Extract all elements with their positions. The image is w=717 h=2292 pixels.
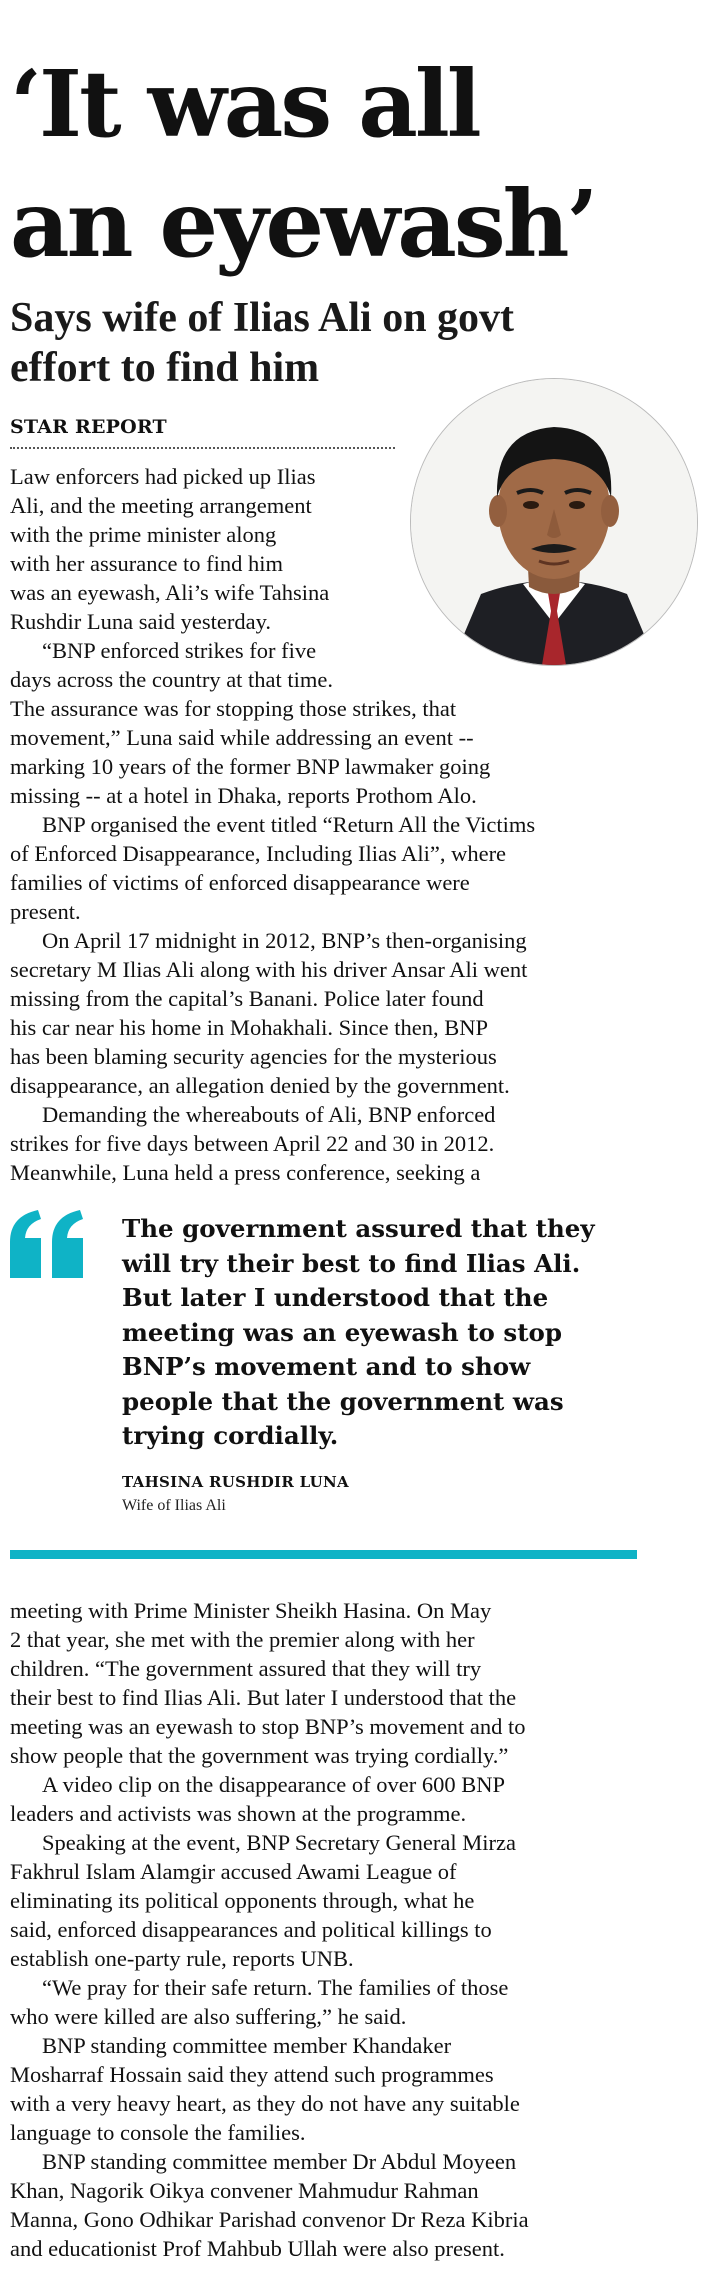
text-line: strikes for five days between April 22 and 30 in 2012.: [10, 1131, 495, 1156]
text-line: BNP standing committee member Dr Abdul Moyeen: [42, 2149, 517, 2174]
quote-line: But later I understood that the: [122, 1283, 549, 1312]
text-line: their best to find Ilias Ali. But later I understood that the: [10, 1685, 517, 1710]
paragraph-10: [10, 2031, 650, 2147]
text-line: Khan, Nagorik Oikya convener Mahmudur Rahman: [10, 2178, 479, 2203]
paragraph-11: [10, 2147, 650, 2263]
text-line: movement,” Luna said while addressing an event --: [10, 725, 474, 750]
paragraph-2: [10, 636, 650, 810]
text-line: with her assurance to find him: [10, 551, 284, 576]
text-line: Speaking at the event, BNP Secretary General Mirza: [42, 1830, 516, 1855]
section-divider: [10, 1550, 637, 1559]
text-line: meeting was an eyewash to stop BNP’s movement and to: [10, 1714, 526, 1739]
text-line: said, enforced disappearances and political killings to: [10, 1917, 492, 1942]
text-line: “BNP enforced strikes for five: [42, 638, 317, 663]
quote-line: will try their best to find Ilias Ali.: [122, 1248, 581, 1278]
subhead-line-1: Says wife of Ilias Ali on govt: [10, 295, 515, 341]
paragraph-1: [10, 462, 650, 636]
paragraph-9: [10, 1973, 650, 2031]
text-line: of Enforced Disappearance, Including Ilias Ali”, where: [10, 841, 507, 866]
text-line: Meanwhile, Luna held a press conference, seeking a: [10, 1160, 481, 1185]
text-line: who were killed are also suffering,” he said.: [10, 2004, 407, 2029]
pullquote-text: [122, 1212, 652, 1454]
paragraph-4: [10, 926, 650, 1100]
quote-line: BNP’s movement and to show: [122, 1352, 531, 1381]
quote-line: The government assured that they: [122, 1214, 595, 1243]
text-line: with a very heavy heart, as they do not have any suitable: [10, 2091, 520, 2116]
paragraph-3: [10, 810, 650, 926]
quote-line: people that the government was: [122, 1386, 564, 1416]
quote-line: trying cordially.: [122, 1421, 339, 1450]
text-line: leaders and activists was shown at the programme.: [10, 1801, 467, 1826]
text-line: his car near his home in Mohakhali. Since then, BNP: [10, 1015, 489, 1040]
text-line: Fakhrul Islam Alamgir accused Awami League of: [10, 1859, 457, 1884]
quote-line: meeting was an eyewash to stop: [122, 1317, 562, 1347]
text-line: BNP organised the event titled “Return All the Victims: [42, 812, 536, 837]
paragraph-5: [10, 1100, 650, 1187]
text-line: meeting with Prime Minister Sheikh Hasina. On May: [10, 1598, 492, 1623]
subheadline: [10, 293, 514, 393]
headline-line-2: an eyewash’: [10, 170, 596, 278]
headline: [10, 44, 596, 284]
text-line: families of victims of enforced disappearance were: [10, 870, 470, 895]
text-line: disappearance, an allegation denied by the government.: [10, 1073, 510, 1098]
pullquote-author-role: Wife of Ilias Ali: [122, 1497, 226, 1514]
text-line: Rushdir Luna said yesterday.: [10, 609, 271, 634]
body-column-top: [10, 462, 650, 1187]
text-line: A video clip on the disappearance of over 600 BNP: [42, 1772, 506, 1797]
text-line: “We pray for their safe return. The families of those: [42, 1975, 509, 2000]
text-line: Demanding the whereabouts of Ali, BNP enforced: [42, 1102, 496, 1127]
text-line: was an eyewash, Ali’s wife Tahsina: [10, 580, 330, 605]
text-line: eliminating its political opponents through, what he: [10, 1888, 475, 1913]
paragraph-6: [10, 1596, 650, 1770]
text-line: 2 that year, she met with the premier along with her: [10, 1627, 475, 1652]
subhead-line-2: effort to find him: [10, 345, 320, 391]
paragraph-7: [10, 1770, 650, 1828]
text-line: children. “The government assured that they will try: [10, 1656, 482, 1681]
text-line: Law enforcers had picked up Ilias: [10, 464, 316, 489]
text-line: has been blaming security agencies for the mysterious: [10, 1044, 497, 1069]
body-column-bottom: [10, 1596, 650, 2263]
text-line: with the prime minister along: [10, 522, 277, 547]
quote-mark-icon-svg: [8, 1208, 86, 1278]
text-line: The assurance was for stopping those strikes, that: [10, 696, 457, 721]
paragraph-8: [10, 1828, 650, 1973]
headline-line-1: ‘It was all: [10, 50, 479, 158]
quote-mark-icon: [8, 1208, 86, 1278]
text-line: On April 17 midnight in 2012, BNP’s then-organising: [42, 928, 527, 953]
text-line: BNP standing committee member Khandaker: [42, 2033, 452, 2058]
text-line: secretary M Ilias Ali along with his driver Ansar Ali went: [10, 957, 528, 982]
text-line: language to console the families.: [10, 2120, 306, 2145]
text-line: present.: [10, 899, 81, 924]
text-line: show people that the government was trying cordially.”: [10, 1743, 509, 1768]
text-line: Manna, Gono Odhikar Parishad convenor Dr Reza Kibria: [10, 2207, 529, 2232]
byline: STAR REPORT: [10, 416, 395, 449]
text-line: marking 10 years of the former BNP lawmaker going: [10, 754, 491, 779]
text-line: missing -- at a hotel in Dhaka, reports Prothom Alo.: [10, 783, 477, 808]
pullquote-author: TAHSINA RUSHDIR LUNA: [122, 1473, 349, 1491]
text-line: missing from the capital’s Banani. Police later found: [10, 986, 484, 1011]
text-line: Ali, and the meeting arrangement: [10, 493, 312, 518]
text-line: establish one-party rule, reports UNB.: [10, 1946, 354, 1971]
text-line: days across the country at that time.: [10, 667, 334, 692]
text-line: Mosharraf Hossain said they attend such programmes: [10, 2062, 494, 2087]
text-line: and educationist Prof Mahbub Ullah were also present.: [10, 2236, 505, 2261]
